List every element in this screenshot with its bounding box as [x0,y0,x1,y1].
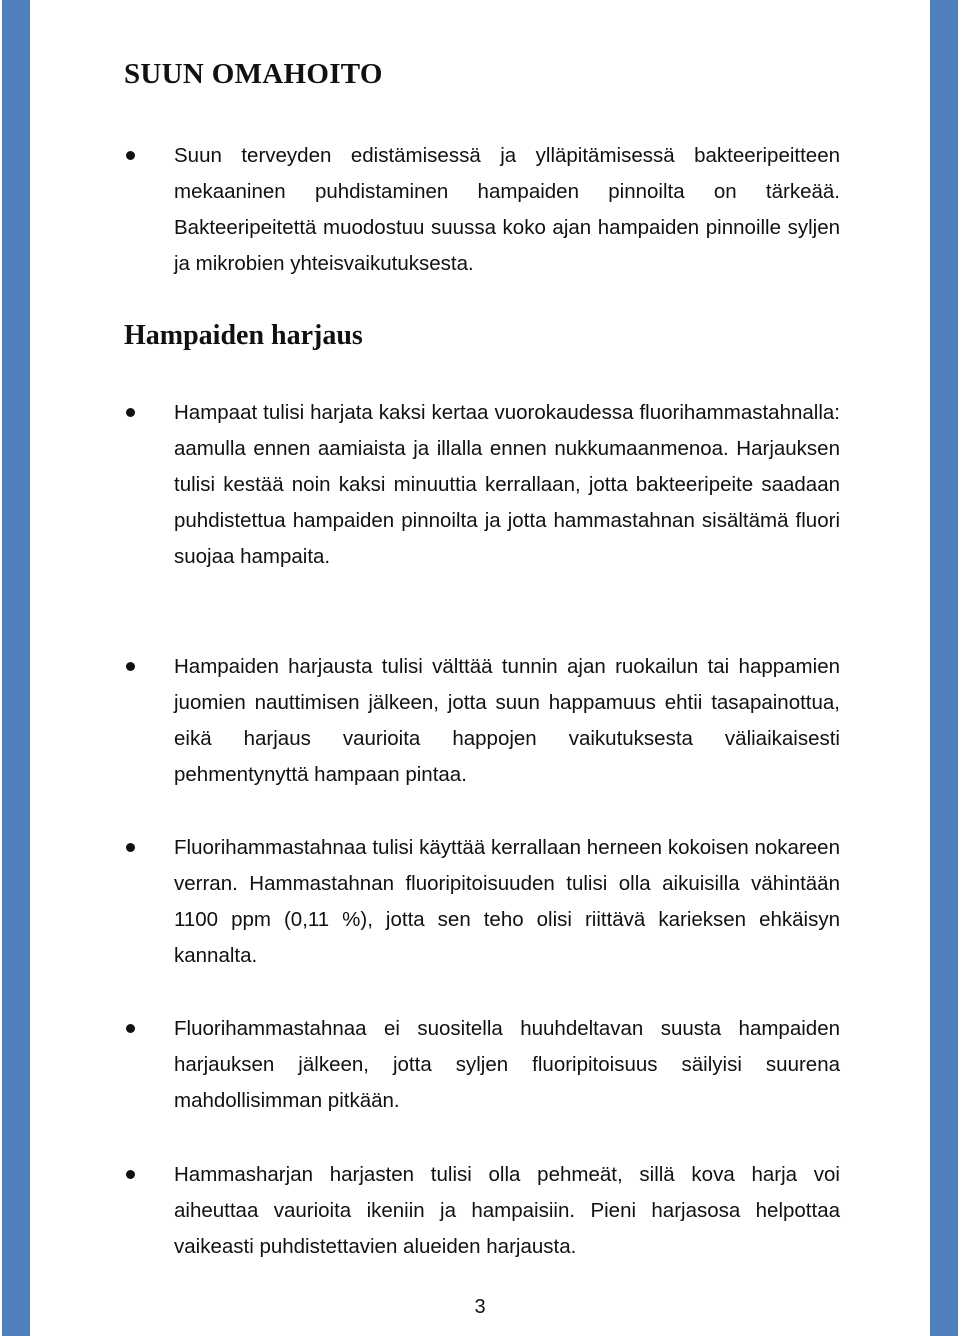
bullet-dot [126,1024,135,1033]
section-heading: Hampaiden harjaus [124,320,363,351]
list-item-text: Fluorihammastahnaa tulisi käyttää kerrallaan herneen kokoisen nokareen verran. Hammastahnan fluoripitoisuuden tulisi olla aikuisilla vähintään 1100 ppm (0,11 %), jotta sen teho olisi riittävä karieksen ehkäisyn kannalta. [174,836,840,967]
right-side-bar [930,0,958,1336]
bullet-dot [126,662,135,671]
bullet-dot [126,1170,135,1179]
page-number: 3 [474,1296,486,1318]
bullet-dot [126,843,135,852]
left-side-bar [2,0,30,1336]
bullet-dot [126,151,135,160]
list-item-text: Suun terveyden edistämisessä ja ylläpitämisessä bakteeripeitteen mekaaninen puhdistaminen hampaiden pinnoilta on tärkeää. Bakteeripeitettä muodostuu suussa koko ajan hampaiden pinnoille syljen ja mikrobien yhteisvaikutuksesta. [174,144,840,275]
list-item-text: Fluorihammastahnaa ei suositella huuhdeltavan suusta hampaiden harjauksen jälkeen, jotta syljen fluoripitoisuus säilyisi suurena mahdollisimman pitkään. [174,1017,840,1112]
list-item-text: Hammasharjan harjasten tulisi olla pehmeät, sillä kova harja voi aiheuttaa vaurioita ikeniin ja hampaisiin. Pieni harjasosa helpottaa vaikeasti puhdistettavien alueiden harjausta. [174,1163,840,1258]
bullet-dot [126,408,135,417]
page-title: SUUN OMAHOITO [124,58,383,90]
list-item-text: Hampaiden harjausta tulisi välttää tunnin ajan ruokailun tai happamien juomien nauttimisen jälkeen, jotta suun happamuus ehtii tasapainottua, eikä harjaus vaurioita happojen vaikutuksesta väliaikaisesti pehmentynyttä hampaan pintaa. [174,655,840,786]
list-item-text: Hampaat tulisi harjata kaksi kertaa vuorokaudessa fluorihammastahnalla: aamulla ennen aamiaista ja illalla ennen nukkumaanmenoa. Harjauksen tulisi kestää noin kaksi minuuttia kerrallaan, jotta bakteeripeite saadaan puhdistettua hampaiden pinnoilta ja jotta hammastahnan sisältämä fluori suojaa hampaita. [174,401,840,568]
